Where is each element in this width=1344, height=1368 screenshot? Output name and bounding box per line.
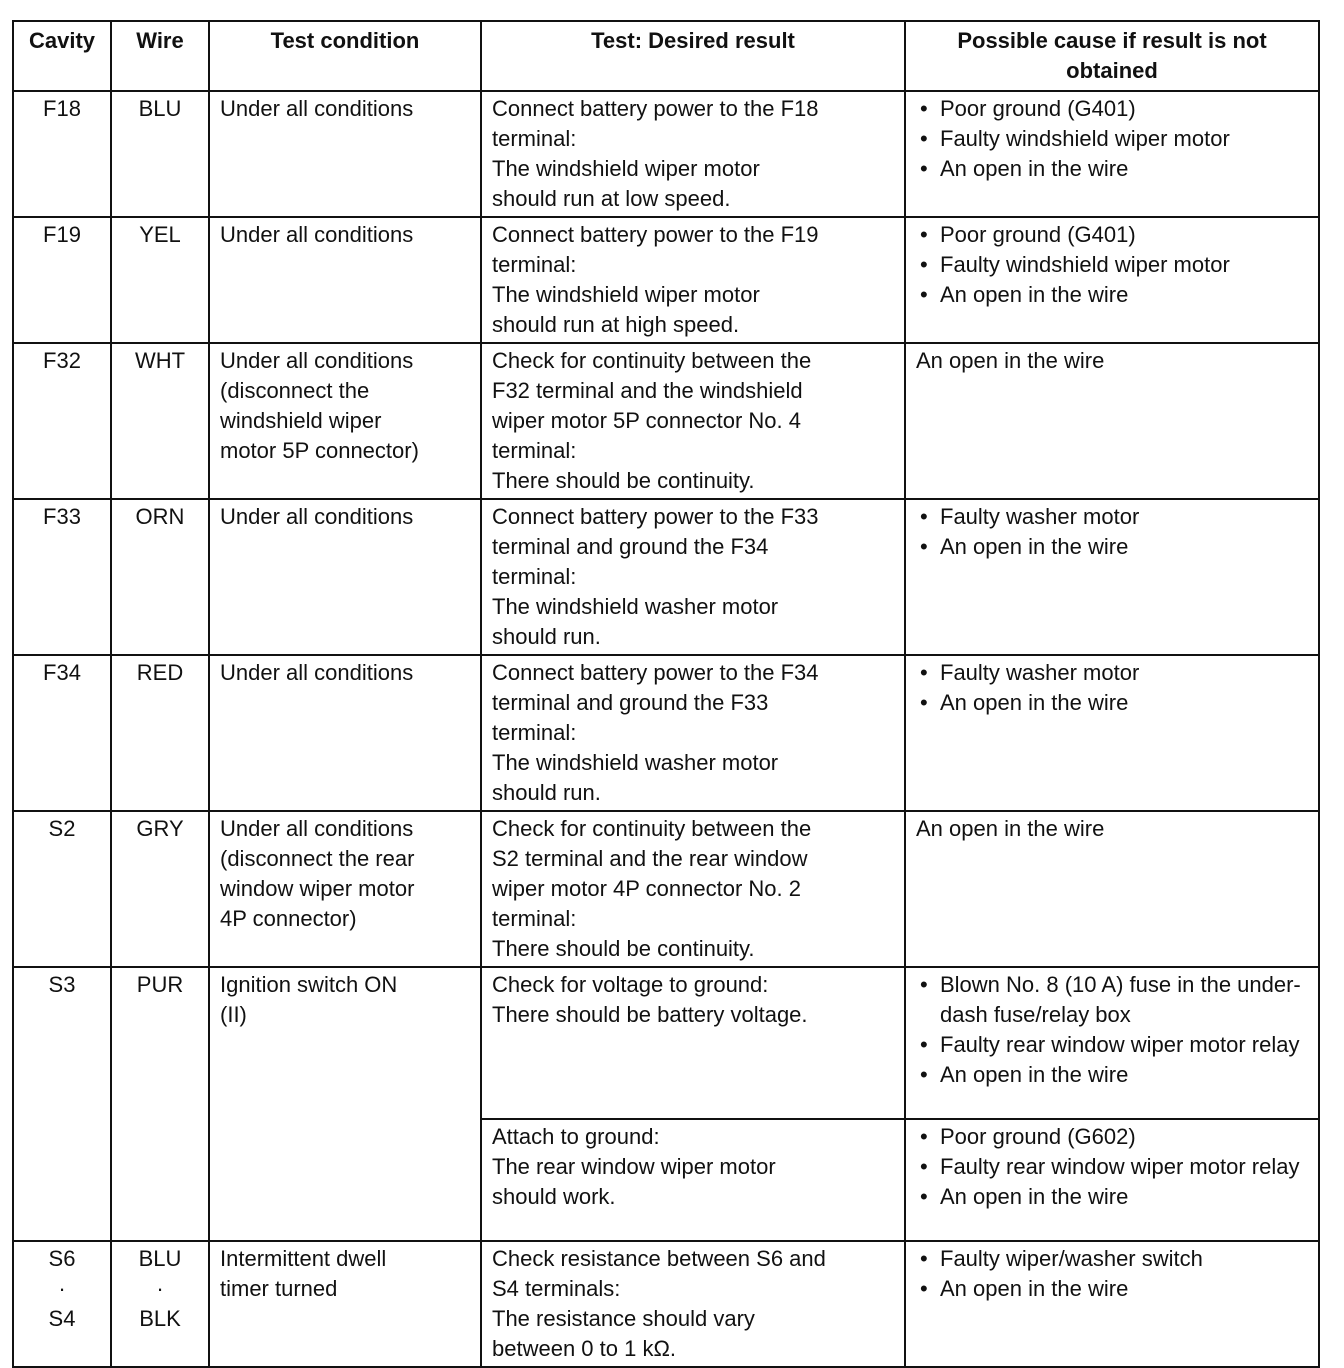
- possible-cause-text: An open in the wire: [940, 1276, 1129, 1301]
- possible-cause-item: [916, 688, 1308, 718]
- desired-result-line: The windshield washer motor: [492, 750, 779, 775]
- possible-cause-cell: [905, 811, 1319, 967]
- desired-result-line: terminal:: [492, 438, 577, 463]
- test-condition-line: Under all conditions: [220, 816, 414, 841]
- header-possible-cause: Possible cause if result is not obtained: [905, 21, 1319, 91]
- bullet-icon: •: [920, 282, 928, 307]
- desired-result-line: S4 terminals:: [492, 1276, 621, 1301]
- test-condition-line: Under all conditions: [220, 660, 414, 685]
- wire-color-cell: WHT: [111, 343, 209, 499]
- desired-result-line: The resistance should vary: [492, 1306, 755, 1331]
- test-condition-cell: [209, 91, 481, 217]
- possible-cause-item: [916, 250, 1308, 280]
- desired-result-cell: [481, 91, 905, 217]
- test-condition-line: window wiper motor: [220, 876, 415, 901]
- cavity-cell: F19: [13, 217, 111, 343]
- cavity-cell: S3: [13, 967, 111, 1241]
- test-condition-line: motor 5P connector): [220, 438, 419, 463]
- desired-result-line: Attach to ground:: [492, 1124, 660, 1149]
- possible-cause-text: Blown No. 8 (10 A) fuse in the under-dash fuse/relay box: [940, 972, 1301, 1027]
- test-condition-line: 4P connector): [220, 906, 357, 931]
- cavity-cell: S2: [13, 811, 111, 967]
- desired-result-line: The windshield washer motor: [492, 594, 779, 619]
- possible-causes-list: [916, 1122, 1308, 1212]
- possible-cause-text: Faulty windshield wiper motor: [940, 252, 1230, 277]
- possible-cause-cell: [905, 1241, 1319, 1367]
- desired-result-cell: [481, 1241, 905, 1367]
- header-row: [13, 21, 1319, 91]
- wire-color-cell: [111, 1241, 209, 1367]
- possible-causes-list: [916, 220, 1308, 310]
- desired-result-line: terminal and ground the F34: [492, 534, 769, 559]
- bullet-icon: •: [920, 690, 928, 715]
- bullet-icon: •: [920, 1184, 928, 1209]
- desired-result-line: terminal:: [492, 126, 577, 151]
- desired-result-line: between 0 to 1 kΩ.: [492, 1336, 677, 1361]
- possible-cause-text: Poor ground (G401): [940, 96, 1136, 121]
- desired-result-line: Check for voltage to ground:: [492, 972, 769, 997]
- possible-cause-text: Faulty washer motor: [940, 504, 1140, 529]
- test-condition-line: Under all conditions: [220, 504, 414, 529]
- desired-result-line: Check for continuity between the: [492, 816, 812, 841]
- wire-color-cell: PUR: [111, 967, 209, 1241]
- bullet-icon: •: [920, 660, 928, 685]
- desired-result-line: wiper motor 4P connector No. 2: [492, 876, 801, 901]
- possible-cause-text: An open in the wire: [940, 156, 1129, 181]
- test-condition-line: Under all conditions: [220, 348, 414, 373]
- possible-cause-text: Poor ground (G401): [940, 222, 1136, 247]
- possible-cause-text: Faulty wiper/washer switch: [940, 1246, 1203, 1271]
- desired-result-line: terminal:: [492, 906, 577, 931]
- possible-cause-item: [916, 154, 1308, 184]
- bullet-icon: •: [920, 1062, 928, 1087]
- test-condition-cell: [209, 967, 481, 1241]
- desired-result-line: should run.: [492, 624, 601, 649]
- possible-cause-cell: [905, 967, 1319, 1119]
- test-condition-cell: [209, 655, 481, 811]
- possible-cause-cell: [905, 1119, 1319, 1241]
- wire-color-label: BLK: [139, 1306, 181, 1331]
- test-condition-cell: [209, 343, 481, 499]
- desired-result-line: should work.: [492, 1184, 616, 1209]
- bullet-icon: •: [920, 1124, 928, 1149]
- possible-causes-list: [916, 94, 1308, 184]
- bullet-icon: •: [920, 1154, 928, 1179]
- possible-cause-item: [916, 94, 1308, 124]
- possible-cause-text: Faulty rear window wiper motor relay: [940, 1154, 1300, 1179]
- possible-causes-list: [916, 970, 1308, 1090]
- test-condition-line: Under all conditions: [220, 96, 414, 121]
- possible-cause-cell: [905, 217, 1319, 343]
- wire-color-cell: BLU: [111, 91, 209, 217]
- possible-cause-text: An open in the wire: [940, 534, 1129, 559]
- header-cavity: Cavity: [13, 21, 111, 91]
- desired-result-line: Connect battery power to the F18: [492, 96, 819, 121]
- possible-cause-text: An open in the wire: [940, 1062, 1129, 1087]
- wire-color-cell: YEL: [111, 217, 209, 343]
- wire-color-cell: RED: [111, 655, 209, 811]
- possible-cause-text: Faulty rear window wiper motor relay: [940, 1032, 1300, 1057]
- header-desired-result: Test: Desired result: [481, 21, 905, 91]
- possible-cause-item: [916, 1152, 1308, 1182]
- possible-cause-item: [916, 502, 1308, 532]
- possible-cause-item: [916, 1244, 1308, 1274]
- possible-cause-text: An open in the wire: [916, 348, 1105, 373]
- possible-cause-item: [916, 1030, 1308, 1060]
- test-condition-line: Intermittent dwell: [220, 1246, 387, 1271]
- table-row: [13, 967, 1319, 1119]
- test-condition-line: windshield wiper: [220, 408, 382, 433]
- desired-result-line: terminal:: [492, 252, 577, 277]
- test-condition-line: (II): [220, 1002, 247, 1027]
- desired-result-line: Connect battery power to the F34: [492, 660, 819, 685]
- wire-color-cell: GRY: [111, 811, 209, 967]
- desired-result-cell: [481, 499, 905, 655]
- cavity-label: ·: [58, 1276, 66, 1301]
- wiper-circuit-test-table: [12, 20, 1318, 1368]
- header-test-condition: Test condition: [209, 21, 481, 91]
- desired-result-line: Connect battery power to the F19: [492, 222, 819, 247]
- possible-cause-item: [916, 220, 1308, 250]
- possible-cause-item: [916, 658, 1308, 688]
- possible-cause-item: [916, 532, 1308, 562]
- desired-result-line: S2 terminal and the rear window: [492, 846, 808, 871]
- test-condition-cell: [209, 217, 481, 343]
- desired-result-line: terminal:: [492, 564, 577, 589]
- table-row: [13, 499, 1319, 655]
- possible-cause-cell: [905, 499, 1319, 655]
- table-row: [13, 91, 1319, 217]
- desired-result-line: The windshield wiper motor: [492, 282, 760, 307]
- possible-cause-text: Faulty washer motor: [940, 660, 1140, 685]
- desired-result-cell: [481, 967, 905, 1119]
- cavity-cell: F34: [13, 655, 111, 811]
- wire-color-label: ·: [156, 1276, 164, 1301]
- test-condition-cell: [209, 811, 481, 967]
- cavity-cell: F18: [13, 91, 111, 217]
- cavity-label: S4: [48, 1306, 76, 1331]
- possible-cause-cell: [905, 343, 1319, 499]
- desired-result-line: terminal:: [492, 720, 577, 745]
- bullet-icon: •: [920, 96, 928, 121]
- possible-cause-cell: [905, 91, 1319, 217]
- desired-result-line: The windshield wiper motor: [492, 156, 760, 181]
- possible-cause-text: Poor ground (G602): [940, 1124, 1136, 1149]
- desired-result-line: Check for continuity between the: [492, 348, 812, 373]
- test-condition-line: timer turned: [220, 1276, 338, 1301]
- possible-cause-text: Faulty windshield wiper motor: [940, 126, 1230, 151]
- table-row: [13, 811, 1319, 967]
- test-condition-line: (disconnect the: [220, 378, 370, 403]
- possible-cause-item: [916, 1182, 1308, 1212]
- desired-result-line: There should be battery voltage.: [492, 1002, 808, 1027]
- bullet-icon: •: [920, 1032, 928, 1057]
- test-condition-line: (disconnect the rear: [220, 846, 415, 871]
- cavity-label: S6: [48, 1246, 76, 1271]
- test-condition-cell: [209, 499, 481, 655]
- table-row: [13, 655, 1319, 811]
- bullet-icon: •: [920, 1276, 928, 1301]
- possible-cause-text: An open in the wire: [916, 816, 1105, 841]
- header-wire: Wire: [111, 21, 209, 91]
- desired-result-line: The rear window wiper motor: [492, 1154, 776, 1179]
- possible-causes-list: [916, 502, 1308, 562]
- desired-result-line: F32 terminal and the windshield: [492, 378, 803, 403]
- desired-result-cell: [481, 343, 905, 499]
- possible-cause-text: An open in the wire: [940, 282, 1129, 307]
- possible-cause-text: An open in the wire: [940, 690, 1129, 715]
- desired-result-line: wiper motor 5P connector No. 4: [492, 408, 801, 433]
- possible-causes-list: [916, 1244, 1308, 1304]
- desired-result-line: should run at high speed.: [492, 312, 740, 337]
- possible-cause-item: [916, 1060, 1308, 1090]
- possible-cause-item: [916, 124, 1308, 154]
- possible-cause-cell: [905, 655, 1319, 811]
- cavity-cell: F32: [13, 343, 111, 499]
- desired-result-line: Check resistance between S6 and: [492, 1246, 826, 1271]
- possible-cause-item: [916, 1122, 1308, 1152]
- desired-result-cell: [481, 811, 905, 967]
- bullet-icon: •: [920, 1246, 928, 1271]
- desired-result-cell: [481, 655, 905, 811]
- bullet-icon: •: [920, 222, 928, 247]
- test-condition-cell: [209, 1241, 481, 1367]
- bullet-icon: •: [920, 534, 928, 559]
- cavity-cell: [13, 1241, 111, 1367]
- bullet-icon: •: [920, 126, 928, 151]
- bullet-icon: •: [920, 156, 928, 181]
- desired-result-line: Connect battery power to the F33: [492, 504, 819, 529]
- desired-result-cell: [481, 217, 905, 343]
- possible-cause-item: [916, 970, 1308, 1030]
- bullet-icon: •: [920, 504, 928, 529]
- cavity-cell: F33: [13, 499, 111, 655]
- bullet-icon: •: [920, 972, 928, 997]
- possible-causes-list: [916, 658, 1308, 718]
- possible-cause-item: [916, 1274, 1308, 1304]
- test-condition-line: Under all conditions: [220, 222, 414, 247]
- desired-result-line: should run.: [492, 780, 601, 805]
- possible-cause-item: [916, 280, 1308, 310]
- bullet-icon: •: [920, 252, 928, 277]
- table-row: [13, 217, 1319, 343]
- desired-result-line: should run at low speed.: [492, 186, 731, 211]
- desired-result-line: There should be continuity.: [492, 468, 755, 493]
- wire-color-cell: ORN: [111, 499, 209, 655]
- wire-color-label: BLU: [138, 1246, 182, 1271]
- desired-result-line: terminal and ground the F33: [492, 690, 769, 715]
- possible-cause-text: An open in the wire: [940, 1184, 1129, 1209]
- desired-result-line: There should be continuity.: [492, 936, 755, 961]
- test-condition-line: Ignition switch ON: [220, 972, 398, 997]
- table-row: [13, 1241, 1319, 1367]
- desired-result-cell: [481, 1119, 905, 1241]
- table-row: [13, 343, 1319, 499]
